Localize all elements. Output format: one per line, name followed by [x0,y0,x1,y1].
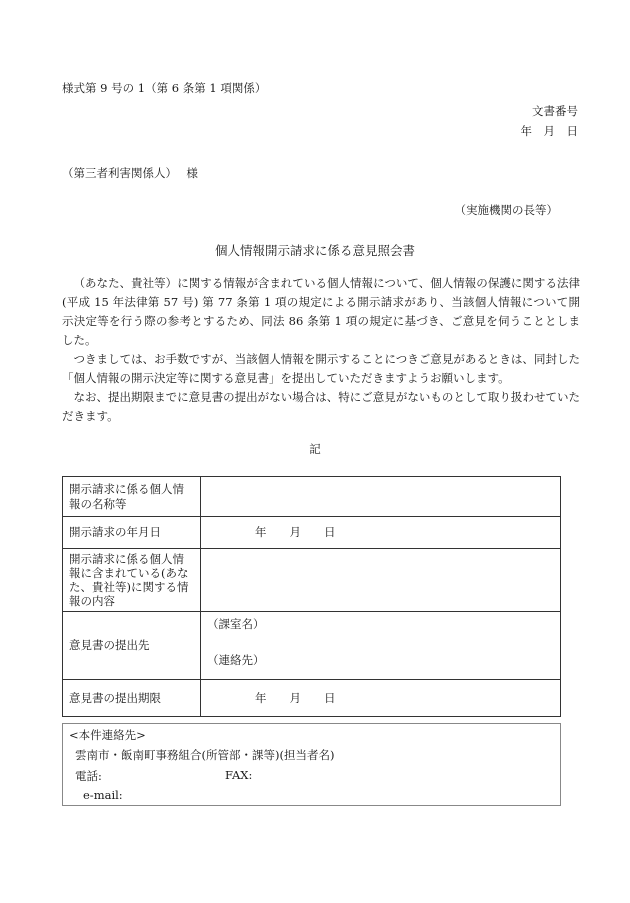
contact-organization: 雲南市・飯南町事務組合(所管部・課等)(担当者名) [75,748,335,762]
table-cell-label: 開示請求の年月日 [63,517,201,549]
table-cell-label: 開示請求に係る個人情報に含まれている(あなた、貴社等)に関する情報の内容 [63,549,201,612]
body-paragraph-1: （あなた、貴社等）に関する情報が含まれている個人情報について、個人情報の保護に関する法律(平成 15 年法律第 57 号) 第 77 条第 1 項の規定による開示請求があり、当該個人情報について開示決定等を行う際の参考とするため、同法 86 条第 1 項の規定に基づき、ご意見を伺うこととしました。 [62,276,580,347]
table-cell-value [201,549,561,612]
table-row [63,549,561,612]
table-cell-value [201,477,561,517]
contact-phone-label: 電話: [75,769,102,783]
body-paragraph-2: つきましては、お手数ですが、当該個人情報を開示することにつきご意見があるときは、同封した「個人情報の開示決定等に関する意見書」を提出していただきますようお願いします。 [62,352,580,385]
contact-info: （連絡先） [207,653,265,667]
document-title: 個人情報開示請求に係る意見照会書 [214,243,415,258]
table-cell-value [201,612,561,680]
sender-line: （実施機関の長等） [454,203,558,217]
request-date-value: 年 月 日 [255,525,336,539]
table-cell-label: 意見書の提出期限 [63,680,201,717]
table-row [63,477,561,517]
table-cell-label: 開示請求に係る個人情報の名称等 [63,477,201,517]
contact-box [62,723,561,806]
recipient-line: （第三者利害関係人） 様 [62,166,198,180]
table-row [63,517,561,549]
table-cell-value [201,517,561,549]
contact-email-label: e-mail: [83,788,123,802]
info-table [62,476,561,717]
body-paragraph-3: なお、提出期限までに意見書の提出がない場合は、特にご意見がないものとして取り扱わせていただきます。 [62,390,580,423]
document-number: 文書番号 [532,104,578,118]
table-row [63,680,561,717]
department-name: （課室名） [207,617,265,631]
contact-heading: <本件連絡先> [69,728,146,742]
deadline-value: 年 月 日 [255,690,336,705]
table-cell-label: 意見書の提出先 [63,612,201,680]
ki-heading: 記 [309,442,321,456]
table-row [63,612,561,680]
form-number: 様式第 9 号の 1（第 6 条第 1 項関係） [62,81,267,95]
table-cell-value [201,680,561,717]
document-date: 年 月 日 [520,124,578,138]
contact-fax-label: FAX: [225,768,253,782]
